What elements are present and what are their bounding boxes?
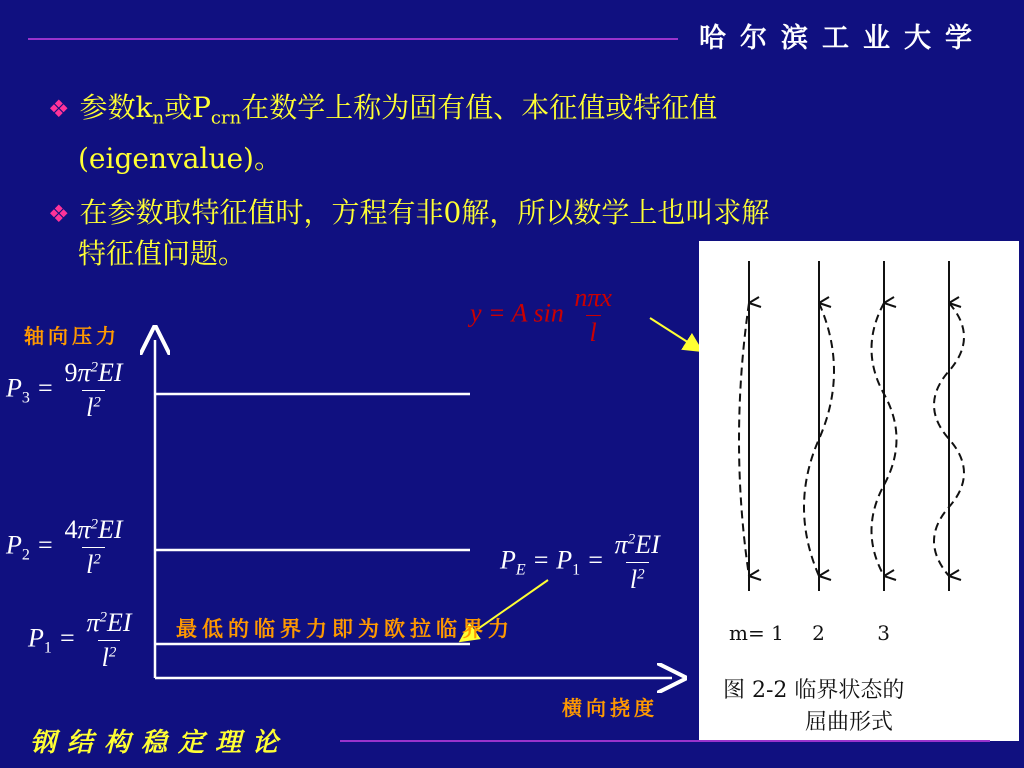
y-axis-label: 轴向压力 <box>24 324 120 348</box>
mode-label-1: m= 1 <box>729 621 784 645</box>
bullet1-sub-crn: crn <box>210 107 242 129</box>
mode-label-2: 2 <box>812 621 825 645</box>
formula-p1-fraction: $\frac{\pi^2EI}{l^2}$ <box>86 608 132 672</box>
course-title: 钢结构稳定理论 <box>30 728 290 758</box>
formula-p2-fraction: $\frac{4\pi^2EI}{l^2}$ <box>64 515 123 579</box>
pointer-mode-shape <box>650 318 700 350</box>
mode-labels <box>729 621 890 645</box>
x-axis-label: 横向挠度 <box>562 696 658 720</box>
buckling-modes-drawing <box>699 241 1019 741</box>
bullet1-text-c: 在数学上称为固有值、本征值或特征值 <box>241 91 718 124</box>
bullet-diamond-icon: ❖ <box>48 95 70 123</box>
figure-caption-line2: 屈曲形式 <box>805 710 894 735</box>
figure-caption <box>723 675 904 739</box>
university-name: 哈尔滨工业大学 <box>699 23 986 54</box>
bullet-diamond-icon: ❖ <box>48 200 70 228</box>
bullet1-line2: (eigenvalue)。 <box>78 141 282 175</box>
bottom-divider <box>340 740 990 742</box>
bullet2-line1: 在参数取特征值时，方程有非0解，所以数学上也叫求解 <box>79 196 770 229</box>
formula-euler: $P_E = P_1$ = $\frac{\pi^2EI}{l^2}$ <box>500 530 664 595</box>
bullet1-text-b: 或P <box>164 91 211 124</box>
formula-p3: $P_3$ = $\frac{9\pi^2EI}{l^2}$ <box>6 358 127 423</box>
formula-p1: $P_1$ = $\frac{\pi^2EI}{l^2}$ <box>28 608 136 673</box>
formula-p2: $P_2$ = $\frac{4\pi^2EI}{l^2}$ <box>6 515 127 580</box>
formula-mode-shape: y = A sin $\frac{\text{nπx}}{l}$ <box>470 283 616 348</box>
formula-p3-fraction: $\frac{9\pi^2EI}{l^2}$ <box>64 358 123 422</box>
buckling-modes-figure <box>699 241 1019 741</box>
formula-mode-fraction: $\frac{\text{nπx}}{l}$ <box>574 283 612 347</box>
figure-caption-line1: 图 2-2 临界状态的 <box>723 678 905 703</box>
formula-euler-fraction: $\frac{\pi^2EI}{l^2}$ <box>614 530 660 594</box>
euler-load-note: 最低的临界力即为欧拉临界力 <box>176 616 514 641</box>
bullet2-line2: 特征值问题。 <box>78 237 247 270</box>
bullet1-sub-n: n <box>152 107 165 129</box>
bullet1-text-a: 参数k <box>79 91 153 124</box>
mode-label-3: 3 <box>877 621 890 645</box>
